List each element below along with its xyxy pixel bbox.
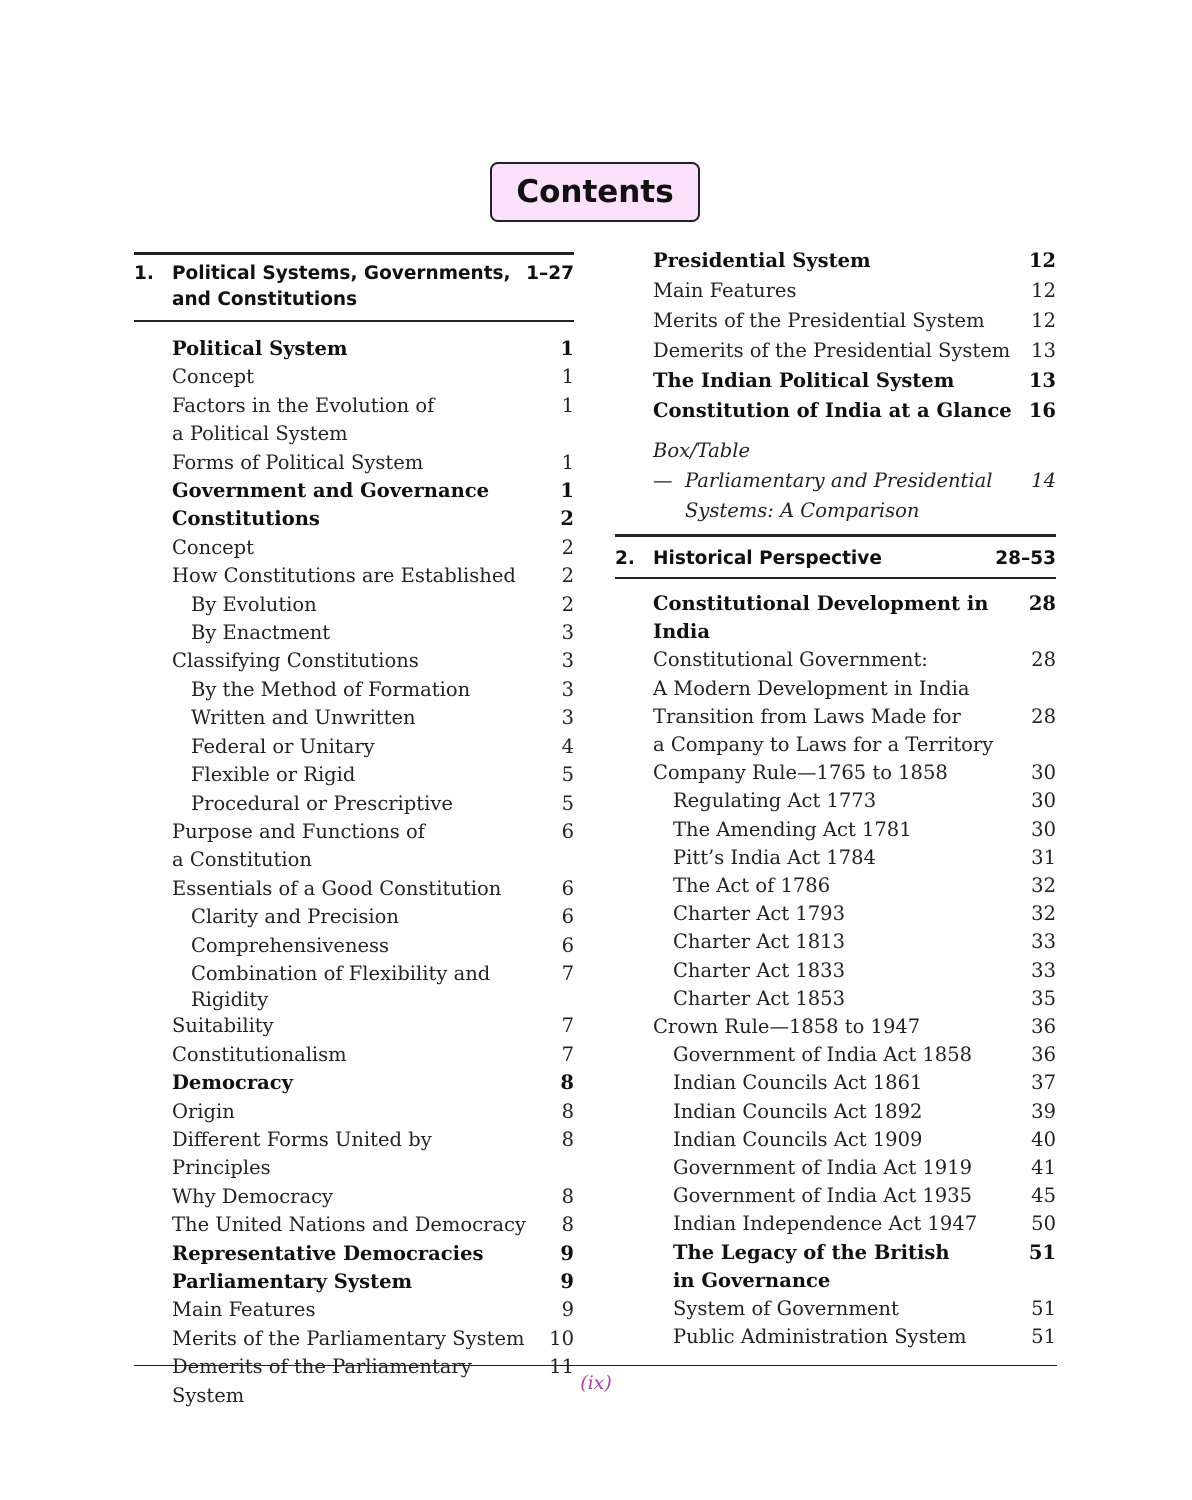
toc-entry[interactable]: Constitutional Government: 28 [653,648,1056,672]
toc-entry[interactable]: Political System 1 [172,337,574,360]
toc-entry[interactable]: By the Method of Formation 3 [191,677,574,701]
toc-entry[interactable]: Demerits of the Parliamentary System 11 [172,1355,574,1407]
toc-entry[interactable]: The Act of 1786 32 [673,874,1056,898]
chapter-heading-1[interactable] [134,252,574,322]
toc-entry[interactable]: Main Features 12 [653,279,1056,302]
toc-entry[interactable]: Procedural or Prescriptive 5 [191,791,574,815]
box-table-entry-continued: Systems: A Comparison [685,499,920,522]
box-table-entry[interactable]: — Parliamentary and Presidential 14 [615,466,1056,496]
toc-entry[interactable]: Presidential System 12 [653,249,1056,272]
toc-entry[interactable]: Government and Governance 1 [172,479,574,503]
page-title: Contents [490,162,700,222]
toc-list [134,335,574,1410]
toc-entry[interactable]: The Amending Act 1781 30 [673,817,1056,841]
toc-entry[interactable]: Main Features 9 [172,1298,574,1322]
right-column [615,246,1056,1351]
toc-entry[interactable]: Charter Act 1853 35 [673,986,1056,1010]
toc-entry[interactable]: System of Government 51 [673,1297,1056,1321]
toc-entry[interactable]: By Evolution 2 [191,592,574,616]
toc-entry[interactable]: Origin 8 [172,1099,574,1123]
toc-entry[interactable]: Combination of Flexibility and 7 [191,961,574,985]
toc-entry[interactable]: Parliamentary System 9 [172,1270,574,1293]
toc-list [615,246,1056,526]
toc-entry[interactable]: Demerits of the Presidential System 13 [653,339,1056,362]
toc-entry[interactable]: How Constitutions are Established 2 [172,564,574,588]
toc-entry[interactable]: Company Rule—1765 to 1858 30 [653,761,1056,785]
toc-entry-continued: a Company to Laws for a Territory [653,733,994,757]
toc-entry[interactable]: Crown Rule—1858 to 1947 36 [653,1015,1056,1039]
toc-entry[interactable]: Constitutions 2 [172,507,574,531]
chapter-heading-2[interactable] [615,534,1056,579]
toc-entry[interactable]: Why Democracy 8 [172,1184,574,1208]
toc-entry[interactable]: Charter Act 1813 33 [673,930,1056,954]
toc-entry[interactable]: Clarity and Precision 6 [191,905,574,929]
toc-entry[interactable]: Pitt’s India Act 1784 31 [673,845,1056,869]
toc-entry[interactable]: The Indian Political System 13 [653,369,1056,392]
toc-entry-continued: Rigidity [191,988,269,1012]
toc-entry[interactable]: The United Nations and Democracy 8 [172,1213,574,1237]
toc-entry[interactable]: Written and Unwritten 3 [191,706,574,730]
toc-entry[interactable]: Forms of Political System 1 [172,450,574,474]
toc-entry[interactable]: Indian Councils Act 1909 40 [673,1127,1056,1151]
toc-entry[interactable]: The Legacy of the British 51 [673,1240,1056,1264]
toc-entry[interactable]: Democracy 8 [172,1071,574,1095]
toc-entry[interactable]: Constitutional Development in 28 [653,592,1056,615]
chapter-number: 1. [134,263,154,284]
toc-entry[interactable]: Different Forms United by Principles 8 [172,1127,574,1180]
chapter-title-line: and Constitutions [172,289,358,310]
page-number: (ix) [580,1372,612,1394]
toc-entry[interactable]: Constitutionalism 7 [172,1042,574,1066]
toc-entry-continued: India [653,620,710,644]
toc-entry[interactable]: Suitability 7 [172,1014,574,1038]
toc-entry[interactable]: Government of India Act 1919 41 [673,1156,1056,1180]
toc-list [615,590,1056,1351]
toc-entry-continued: a Constitution [172,848,312,872]
toc-entry[interactable]: Constitution of India at a Glance 16 [653,399,1056,422]
toc-entry[interactable]: Classifying Constitutions 3 [172,649,574,673]
toc-entry[interactable]: Government of India Act 1858 36 [673,1043,1056,1067]
toc-entry[interactable]: Indian Independence Act 1947 50 [673,1212,1056,1236]
toc-entry[interactable]: Regulating Act 1773 30 [673,789,1056,813]
chapter-title: Historical Perspective [653,548,882,569]
left-column [134,252,574,1410]
chapter-pages: 28–53 [995,548,1056,569]
chapter-pages: 1–27 [526,263,574,284]
chapter-title [172,261,526,313]
bottom-rule [134,1365,1057,1366]
toc-entry[interactable]: Charter Act 1793 32 [673,902,1056,926]
dash-bullet: — [653,469,673,492]
toc-entry[interactable]: Indian Councils Act 1861 37 [673,1071,1056,1095]
toc-entry[interactable]: Merits of the Parliamentary System 10 [172,1326,574,1350]
toc-entry[interactable]: Concept 2 [172,535,574,559]
toc-entry-continued: in Governance [673,1268,831,1292]
toc-entry[interactable]: Factors in the Evolution of 1 [172,393,574,417]
toc-entry-continued: a Political System [172,422,348,446]
toc-entry[interactable]: Federal or Unitary 4 [191,734,574,758]
box-table-label: Box/Table [653,439,751,462]
toc-entry[interactable]: Essentials of a Good Constitution 6 [172,876,574,900]
toc-entry[interactable]: Public Administration System 51 [673,1325,1056,1349]
toc-entry[interactable]: Comprehensiveness 6 [191,933,574,957]
toc-entry[interactable]: Charter Act 1833 33 [673,958,1056,982]
toc-entry[interactable]: Government of India Act 1935 45 [673,1184,1056,1208]
toc-entry[interactable]: Purpose and Functions of 6 [172,819,574,843]
toc-entry[interactable]: Flexible or Rigid 5 [191,763,574,787]
chapter-number: 2. [615,548,635,569]
toc-entry[interactable]: Concept 1 [172,365,574,389]
toc-entry[interactable]: Merits of the Presidential System 12 [653,309,1056,332]
toc-entry-continued: A Modern Development in India [653,676,970,700]
toc-entry[interactable]: Representative Democracies 9 [172,1241,574,1265]
toc-entry[interactable]: By Enactment 3 [191,621,574,645]
toc-entry[interactable]: Transition from Laws Made for 28 [653,704,1056,728]
chapter-title-line: Political Systems, Governments, [172,263,511,284]
toc-entry[interactable]: Indian Councils Act 1892 39 [673,1099,1056,1123]
